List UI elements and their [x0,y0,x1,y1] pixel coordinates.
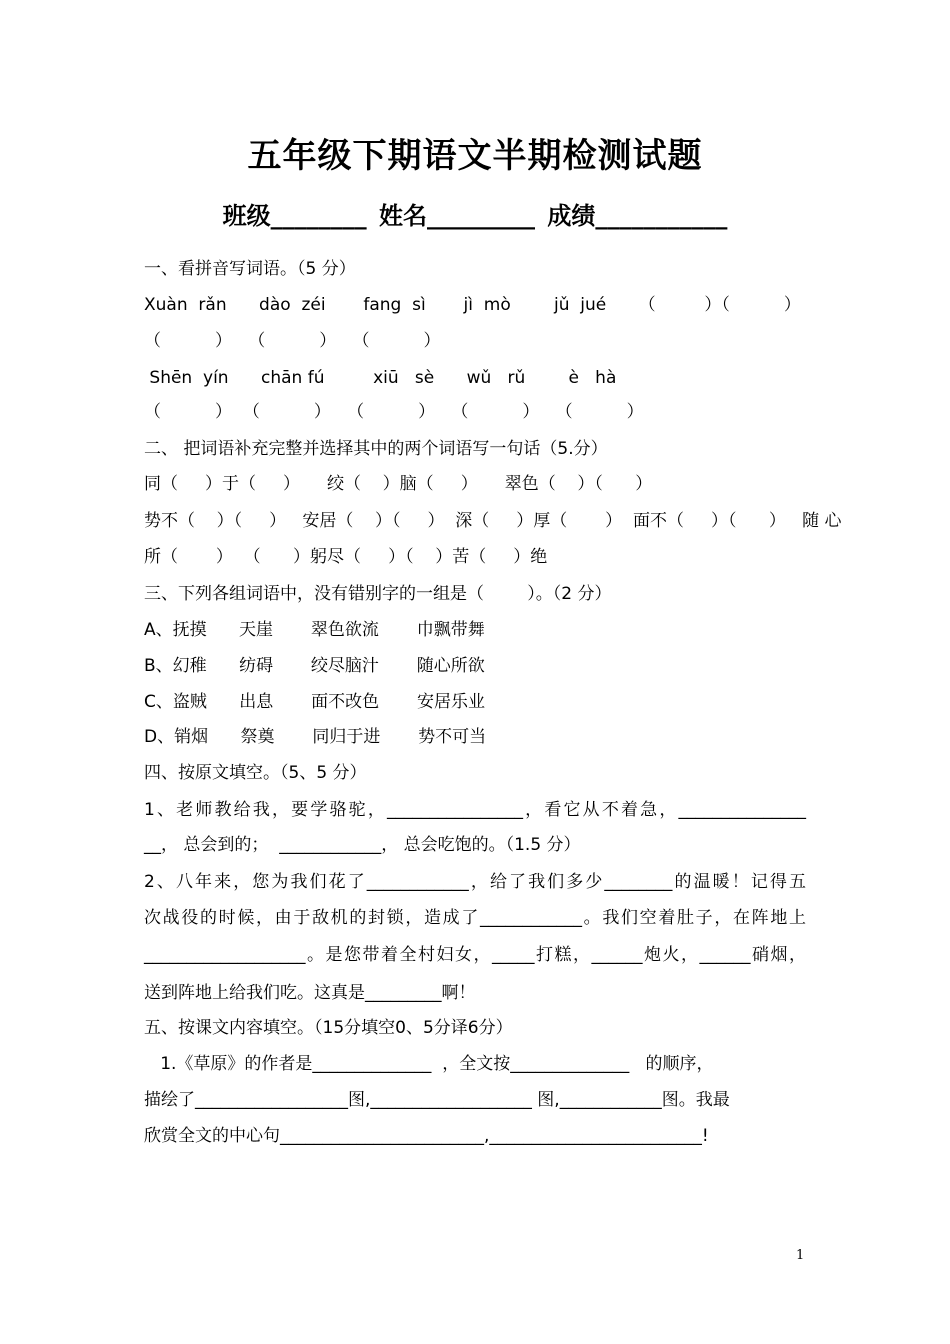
score-field: 成绩___________ [547,202,728,230]
answer-blanks-row-1: （ ） （ ） （ ） [144,331,441,351]
q5-1-line-2: 描绘了__________________图,___________________ 图,____________图。我最 [144,1090,730,1110]
option-d: D、销烟 祭奠 同归于进 势不可当 [144,727,487,747]
class-field: 班级________ [222,202,367,230]
q4-2-line-1: 2、八年来，您为我们花了____________，给了我们多少________的温暖！记得五 [144,872,806,892]
option-b: B、幻稚 纺碍 绞尽脑汁 随心所欲 [144,656,485,676]
section-1-heading: 一、看拼音写词语。（5 分） [144,259,356,279]
q4-2-line-2: 次战役的时候，由于敌机的封锁，造成了____________。我们空着肚子，在阵地上 [144,908,806,928]
q4-1-line-2: __， 总会到的； ____________， 总会吃饱的。（1.5 分） [144,835,581,855]
name-field: 姓名_________ [379,202,535,230]
pinyin-row-2: Shēn yín chān fú xiū sè wǔ rǔ è hà [144,368,617,388]
section-4-heading: 四、按原文填空。（5、5 分） [144,763,367,783]
option-c: C、盗贼 出息 面不改色 安居乐业 [144,692,485,712]
q4-2-line-4: 送到阵地上给我们吃。这真是_________啊！ [144,983,476,1003]
q4-1-line-1: 1、老师教给我，要学骆驼，________________，看它从不着急，_______________ [144,800,806,820]
fill-words-row-3: 所（ ） （ ）躬尽（ ）（ ）苦（ ）绝 [144,547,548,567]
q5-1-line-3: 欣赏全文的中心句________________________,_________________________! [144,1126,709,1146]
section-3-heading: 三、下列各组词语中，没有错别字的一组是（ ）。（2 分） [144,584,612,604]
section-2-heading: 二、 把词语补充完整并选择其中的两个词语写一句话（5.分） [144,439,608,459]
student-info-row [0,196,950,231]
page-number: 1 [796,1248,805,1263]
fill-words-row-1: 同（ ）于（ ） 绞（ ）脑（ ） 翠色（ ）（ ） [144,474,653,494]
pinyin-row-1: Xuàn rǎn dào zéi fang sì jì mò jǔ jué （ ）（ ） [144,295,801,315]
page-title: 五年级下期语文半期检测试题 [247,136,703,176]
option-a: A、抚摸 天崖 翠色欲流 巾飘带舞 [144,620,485,640]
answer-blanks-row-2: （ ） （ ） （ ） （ ） （ ） [144,402,644,422]
section-5-heading: 五、按课文内容填空。（15分填空0、5分译6分） [144,1018,513,1038]
fill-words-row-2: 势不（ ）（ ） 安居（ ）（ ） 深（ ）厚（ ） 面不（ ）（ ） 随 心 [144,511,842,531]
q4-2-line-3: ___________________。是您带着全村妇女，_____打糕，______炮火，______硝烟， [144,945,806,965]
q5-1-line-1: 1.《草原》的作者是______________ ，全文按______________ 的顺序， [144,1054,714,1074]
